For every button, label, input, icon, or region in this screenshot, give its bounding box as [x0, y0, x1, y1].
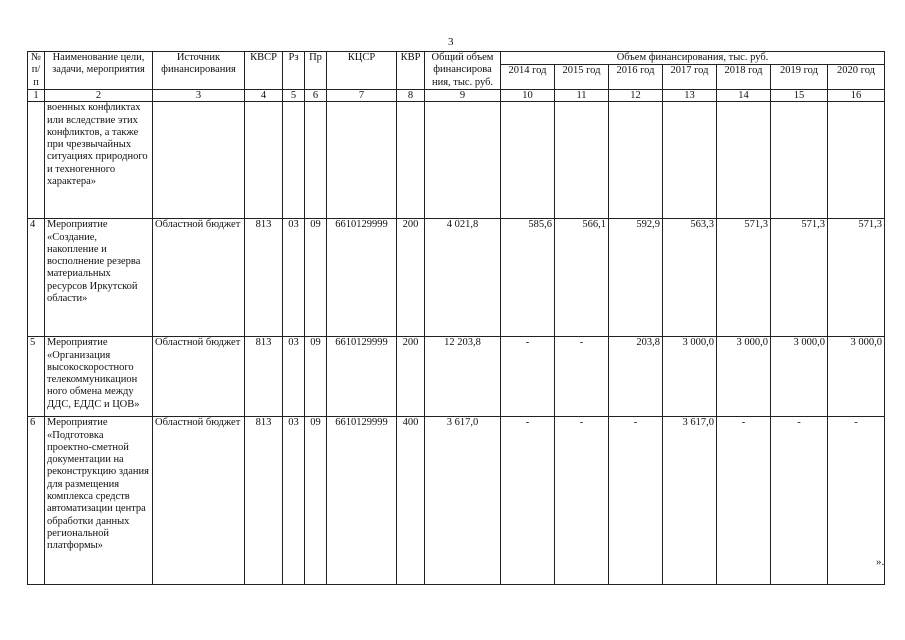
row-source [153, 102, 245, 219]
row-year-value: - [609, 417, 663, 585]
table-row [28, 417, 885, 585]
row-year-value: 3 000,0 [828, 337, 885, 417]
row-kvsr [245, 102, 283, 219]
row-year-value: - [717, 417, 771, 585]
header-year: 2018 год [717, 65, 771, 90]
row-year-value [555, 102, 609, 219]
column-number: 16 [828, 90, 885, 102]
row-kvsr: 813 [245, 417, 283, 585]
column-number: 9 [425, 90, 501, 102]
table-row [28, 102, 885, 219]
row-year-value [828, 102, 885, 219]
row-total: 4 021,8 [425, 219, 501, 337]
row-year-value [501, 102, 555, 219]
row-year-value: 203,8 [609, 337, 663, 417]
row-year-value: 3 617,0 [663, 417, 717, 585]
row-year-value: 585,6 [501, 219, 555, 337]
row-pr [305, 102, 327, 219]
row-num: 4 [28, 219, 45, 337]
row-rz [283, 102, 305, 219]
row-kvsr: 813 [245, 219, 283, 337]
row-rz: 03 [283, 219, 305, 337]
row-kvr [397, 102, 425, 219]
row-year-value: 571,3 [771, 219, 828, 337]
header-year: 2016 год [609, 65, 663, 90]
row-year-value [663, 102, 717, 219]
row-year-value: 563,3 [663, 219, 717, 337]
row-num: 5 [28, 337, 45, 417]
row-pr: 09 [305, 337, 327, 417]
row-kcsr: 6610129999 [327, 337, 397, 417]
row-rz: 03 [283, 417, 305, 585]
header-rz: Рз [283, 52, 305, 90]
row-kcsr [327, 102, 397, 219]
row-year-value: - [501, 417, 555, 585]
column-number: 3 [153, 90, 245, 102]
header-year: 2019 год [771, 65, 828, 90]
column-number: 13 [663, 90, 717, 102]
row-rz: 03 [283, 337, 305, 417]
closing-quote: ». [876, 556, 885, 568]
column-number: 10 [501, 90, 555, 102]
row-year-value: 3 000,0 [771, 337, 828, 417]
page-number: 3 [448, 36, 454, 48]
row-year-value: - [555, 417, 609, 585]
row-year-value: 566,1 [555, 219, 609, 337]
column-number: 5 [283, 90, 305, 102]
row-pr: 09 [305, 417, 327, 585]
column-number: 12 [609, 90, 663, 102]
row-kvr: 200 [397, 219, 425, 337]
column-number: 11 [555, 90, 609, 102]
column-number: 1 [28, 90, 45, 102]
row-year-value [609, 102, 663, 219]
row-name: военных конфликтах или вследствие этих конфликтов, а также при чрезвычайных ситуациях природного и техногенного характера» [45, 102, 153, 219]
row-year-value: 571,3 [717, 219, 771, 337]
row-year-value: - [501, 337, 555, 417]
row-year-value: 3 000,0 [663, 337, 717, 417]
header-total: Общий объем финансирова ния, тыс. руб. [425, 52, 501, 90]
row-year-value [771, 102, 828, 219]
column-number: 8 [397, 90, 425, 102]
row-total: 12 203,8 [425, 337, 501, 417]
header-funding: Объем финансирования, тыс. руб. [501, 52, 885, 65]
row-year-value [717, 102, 771, 219]
row-kvr: 400 [397, 417, 425, 585]
financing-table [27, 51, 885, 585]
row-kcsr: 6610129999 [327, 417, 397, 585]
header-kvr: КВР [397, 52, 425, 90]
row-name: Мероприятие «Создание, накопление и восполнение резерва материальных ресурсов Иркутской области» [45, 219, 153, 337]
row-year-value: 3 000,0 [717, 337, 771, 417]
row-num [28, 102, 45, 219]
column-number-row [28, 90, 885, 102]
header-kvsr: КВСР [245, 52, 283, 90]
row-year-value: - [828, 417, 885, 585]
row-year-value: 571,3 [828, 219, 885, 337]
column-number: 14 [717, 90, 771, 102]
row-name: Мероприятие «Организация высокоскоростного телекоммуникацион ного обмена между ДДС, ЕДДС и ЦОВ» [45, 337, 153, 417]
row-num: 6 [28, 417, 45, 585]
table-row [28, 219, 885, 337]
row-year-value: 592,9 [609, 219, 663, 337]
row-year-value: - [771, 417, 828, 585]
column-number: 7 [327, 90, 397, 102]
header-year: 2014 год [501, 65, 555, 90]
row-name: Мероприятие «Подготовка проектно-сметной документации на реконструкцию здания для размещения комплекса средств автоматизации центра обработки данных региональной платформы» [45, 417, 153, 585]
row-pr: 09 [305, 219, 327, 337]
table-row [28, 337, 885, 417]
row-kvsr: 813 [245, 337, 283, 417]
header-row [28, 52, 885, 65]
header-pr: Пр [305, 52, 327, 90]
row-year-value: - [555, 337, 609, 417]
header-num: № п/п [28, 52, 45, 90]
row-kcsr: 6610129999 [327, 219, 397, 337]
header-year: 2015 год [555, 65, 609, 90]
header-year: 2017 год [663, 65, 717, 90]
row-source: Областной бюджет [153, 417, 245, 585]
row-kvr: 200 [397, 337, 425, 417]
row-total: 3 617,0 [425, 417, 501, 585]
column-number: 15 [771, 90, 828, 102]
column-number: 2 [45, 90, 153, 102]
row-source: Областной бюджет [153, 337, 245, 417]
column-number: 6 [305, 90, 327, 102]
header-kcsr: КЦСР [327, 52, 397, 90]
column-number: 4 [245, 90, 283, 102]
header-source: Источник финансирования [153, 52, 245, 90]
row-source: Областной бюджет [153, 219, 245, 337]
row-total [425, 102, 501, 219]
header-name: Наименование цели, задачи, мероприятия [45, 52, 153, 90]
header-year: 2020 год [828, 65, 885, 90]
